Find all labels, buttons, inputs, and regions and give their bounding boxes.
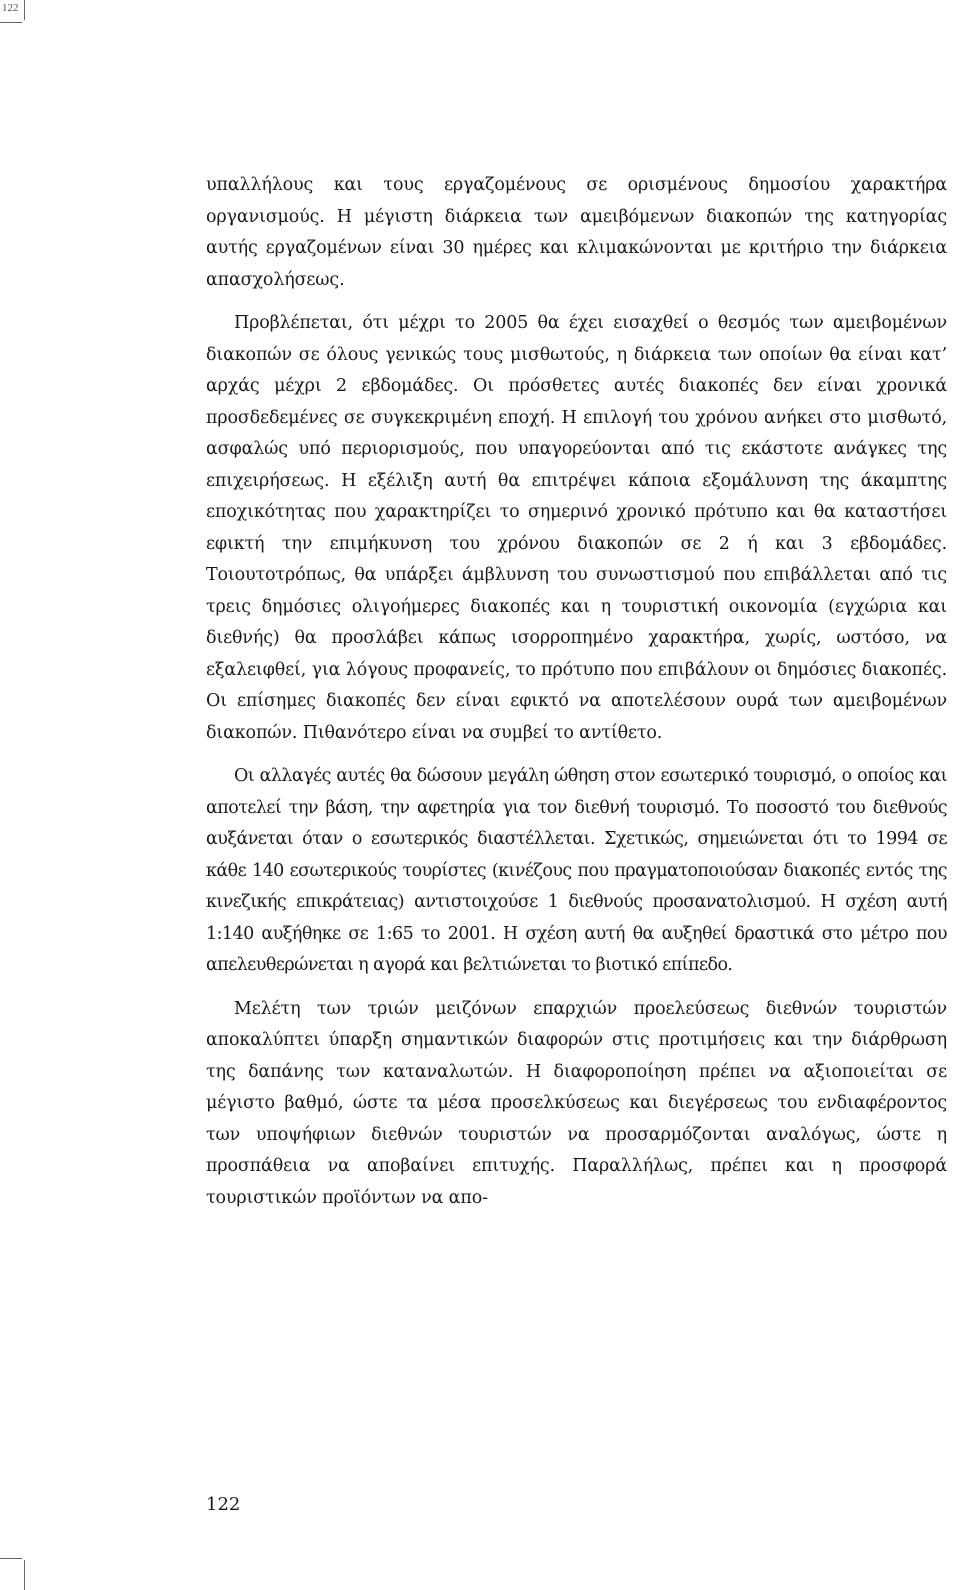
paragraph-1: υπαλλήλους και τους εργαζομένους σε ορισμένους δημοσίου χαρακτήρα οργανισμούς. Η μέγιστη διάρκεια των αμειβόμενων διακοπών της κατηγορίας αυτής εργαζομένων είναι 30 ημέρες και κλιμακώνονται με κριτήριο την διάρκεια απασχολήσεως. bbox=[206, 175, 947, 290]
paragraph-2: Προβλέπεται, ότι μέχρι το 2005 θα έχει εισαχθεί ο θεσμός των αμειβομένων διακοπών σε όλους γενικώς τους μισθωτούς, η διάρκεια των οποίων θα είναι κατ’ αρχάς μέχρι 2 εβδομάδες. Οι πρόσθετες αυτές διακοπές δεν είναι χρονικά προσδεδεμένες σε συγκεκριμένη εποχή. Η επιλογή του χρόνου ανήκει στο μισθωτό, ασφαλώς υπό περιορισμούς, που υπαγορεύονται από τις εκάστοτε ανάγκες της επιχειρήσεως. Η εξέλιξη αυτή θα επιτρέψει κάποια εξομάλυνση της άκαμπτης εποχικότητας που χαρακτηρίζει το σημερινό χρονικό πρότυπο και θα καταστήσει εφικτή την επιμήκυνση του χρόνου διακοπών σε 2 ή και 3 εβδομάδες. Τοιουτοτρόπως, θα υπάρξει άμβλυνση του συνωστισμού που επιβάλλεται από τις τρεις δημόσιες ολιγοήμερες διακοπές και η τουριστική οικονομία (εγχώρια και διεθνής) θα προσλάβει κάπως ισορροπημένο χαρακτήρα, χωρίς, ωστόσο, να εξαλειφθεί, για λόγους προφανείς, το πρότυπο που επιβάλουν οι δημόσιες διακοπές. Οι επίσημες διακοπές δεν είναι εφικτό να αποτελέσουν ουρά των αμειβομένων διακοπών. Πιθανότερο είναι να συμβεί το αντίθετο. bbox=[206, 313, 947, 743]
crop-mark-top-horizontal bbox=[0, 22, 22, 23]
crop-mark-top-vertical bbox=[24, 0, 25, 20]
crop-mark-bottom-horizontal bbox=[0, 1558, 22, 1559]
crop-page-label: 122 bbox=[2, 2, 19, 14]
main-text bbox=[206, 170, 947, 1226]
paragraph-4: Μελέτη των τριών μειζόνων επαρχιών προελεύσεως διεθνών τουριστών αποκαλύπτει ύπαρξη σημαντικών διαφορών στις προτιμήσεις και την διάρθρωση της δαπάνης των καταναλωτών. Η διαφοροποίηση πρέπει να αξιοποιείται σε μέγιστο βαθμό, ώστε τα μέσα προσελκύσεως και διεγέρσεως του ενδιαφέροντος των υποψήφιων διεθνών τουριστών να προσαρμόζονται αναλόγως, ώστε η προσπάθεια να αποβαίνει επιτυχής. Παραλλήλως, πρέπει και η προσφορά τουριστικών προϊόντων να απο- bbox=[206, 998, 947, 1208]
paragraph-3: Οι αλλαγές αυτές θα δώσουν μεγάλη ώθηση στον εσωτερικό τουρισμό, ο οποίος και αποτελεί την βάση, την αφετηρία για τον διεθνή τουρισμό. Το ποσοστό του διεθνούς αυξάνεται όταν ο εσωτερικός διαστέλλεται. Σχετικώς, σημειώνεται ότι το 1994 σε κάθε 140 εσωτερικούς τουρίστες (κινέζους που πραγματοποιούσαν διακοπές εντός της κινεζικής επικράτειας) αντιστοιχούσε 1 διεθνούς προσανατολισμού. Η σχέση αυτή 1:140 αυξήθηκε σε 1:65 το 2001. Η σχέση αυτή θα αυξηθεί δραστικά στο μέτρο που απελευθερώνεται η αγορά και βελτιώνεται το βιοτικό επίπεδο. bbox=[206, 766, 947, 975]
page-number: 122 bbox=[206, 1494, 241, 1515]
crop-mark-bottom-vertical bbox=[24, 1560, 25, 1590]
